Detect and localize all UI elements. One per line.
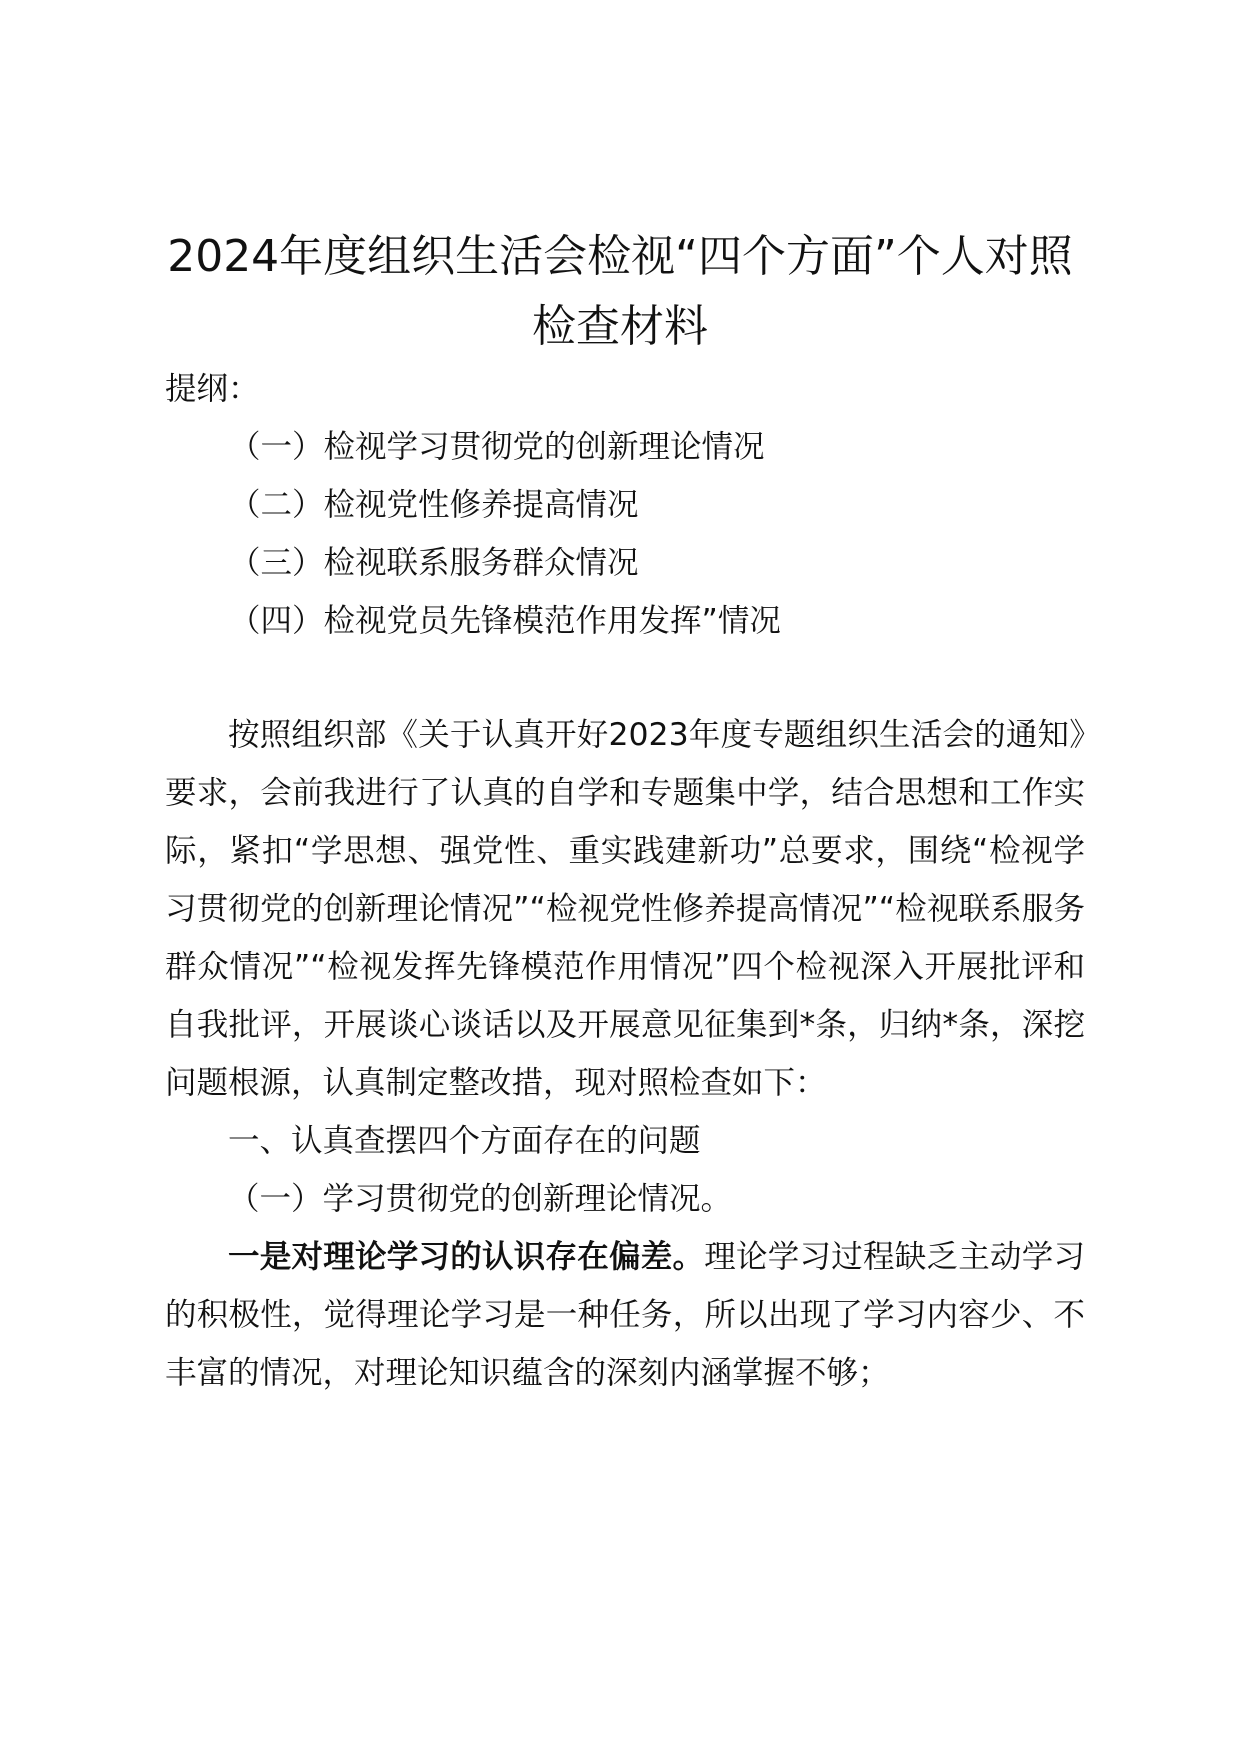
subsection-heading: （一）学习贯彻党的创新理论情况。 — [228, 1181, 733, 1217]
outline-item-2: （二）检视党性修养提高情况 — [229, 487, 639, 523]
intro-paragraph: 按照组织部《关于认真开好2023年度专题组织生活会的通知》要求，会前我进行了认真的自学和专题集中学，结合思想和工作实际，紧扣“学思想、强党性、重实践建新功”总要求，围绕“检视学习贯彻党的创新理论情况”“检视党性修养提高情况”“检视联系服务群众情况”“检视发挥先锋模范作用情况”四个检视深入开展批评和自我批评，开展谈心谈话以及开展意见征集到*条，归纳*条，深挖问题根源，认真制定整改措，现对照检查如下： — [165, 717, 1085, 1101]
spacer — [165, 650, 1085, 706]
point-paragraph — [165, 1228, 1085, 1402]
point-body: 理论学习过程缺乏主动学习的积极性，觉得理论学习是一种任务，所以出现了学习内容少、不丰富的情况，对理论知识蕴含的深刻内涵掌握不够； — [165, 1239, 1085, 1391]
point-lead: 一是对理论学习的认识存在偏差。 — [228, 1239, 705, 1275]
outline-label: 提纲： — [165, 371, 260, 407]
document-body — [165, 360, 1085, 1402]
section-heading: 一、认真查摆四个方面存在的问题 — [228, 1123, 701, 1159]
outline-item-4: （四）检视党员先锋模范作用发挥”情况 — [229, 603, 781, 639]
outline-item-3: （三）检视联系服务群众情况 — [229, 545, 639, 581]
document-title: 2024年度组织生活会检视“四个方面”个人对照检查材料 — [167, 231, 1073, 352]
outline-item-1: （一）检视学习贯彻党的创新理论情况 — [229, 429, 765, 465]
